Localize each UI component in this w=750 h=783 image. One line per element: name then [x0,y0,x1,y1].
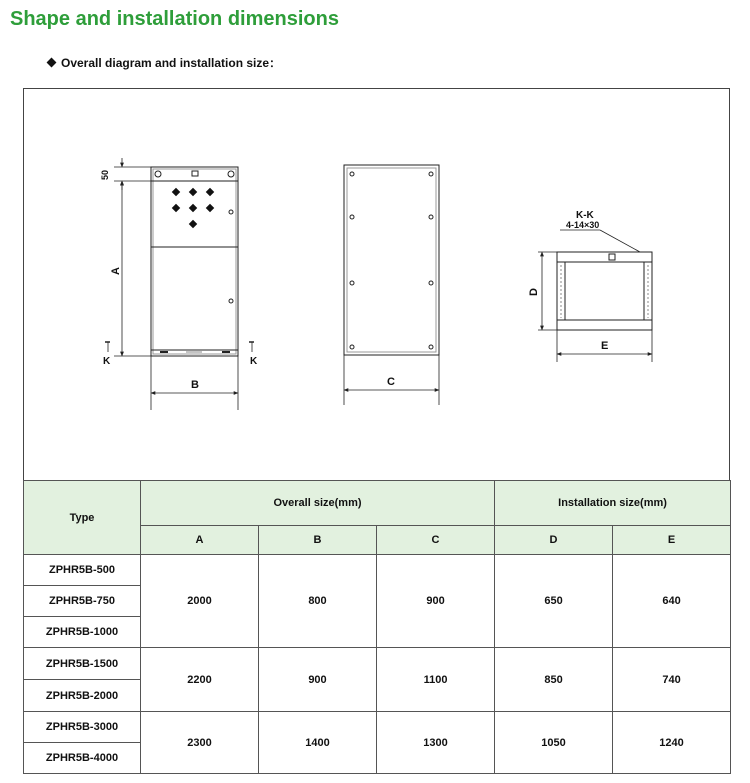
dim-label-e: E [601,340,609,352]
value-d: 850 [495,648,613,712]
value-d: 650 [495,555,613,648]
value-a: 2000 [141,555,259,648]
header-type: Type [24,481,141,555]
side-view [344,165,439,355]
section-title-kk: K-K [576,210,594,221]
value-e: 740 [613,648,731,712]
base-dimensions [538,230,652,362]
model-cell: ZPHR5B-500 [24,555,141,586]
front-indicator-lamps [172,188,214,228]
header-col-d: D [495,526,613,555]
dim-label-c: C [387,376,395,388]
model-cell: ZPHR5B-3000 [24,712,141,743]
value-a: 2200 [141,648,259,712]
header-installation-size: Installation size(mm) [495,481,731,526]
value-d: 1050 [495,712,613,774]
subtitle-text: Overall diagram and installation size： [61,56,282,70]
dim-label-a: A [110,267,122,275]
front-dimensions [105,158,254,410]
value-a: 2300 [141,712,259,774]
hole-spec: 4-14×30 [566,220,600,230]
base-section [557,252,652,330]
value-b: 900 [259,648,377,712]
value-c: 1100 [377,648,495,712]
header-col-e: E [613,526,731,555]
dim-label-b: B [191,379,199,391]
front-view [151,167,238,356]
header-overall-size: Overall size(mm) [141,481,495,526]
header-col-a: A [141,526,259,555]
value-b: 1400 [259,712,377,774]
dim-label-50: 50 [100,169,110,180]
value-e: 640 [613,555,731,648]
model-cell: ZPHR5B-1000 [24,617,141,648]
section-label-k-left: K [103,356,111,367]
value-c: 900 [377,555,495,648]
page-title: Shape and installation dimensions [10,8,339,30]
model-cell: ZPHR5B-1500 [24,648,141,680]
value-c: 1300 [377,712,495,774]
header-col-b: B [259,526,377,555]
model-cell: ZPHR5B-750 [24,586,141,617]
section-label-k-right: K [250,356,258,367]
dimension-table [23,480,731,774]
value-b: 800 [259,555,377,648]
header-col-c: C [377,526,495,555]
dim-label-d: D [528,288,540,296]
model-cell: ZPHR5B-2000 [24,680,141,712]
value-e: 1240 [613,712,731,774]
model-cell: ZPHR5B-4000 [24,743,141,774]
